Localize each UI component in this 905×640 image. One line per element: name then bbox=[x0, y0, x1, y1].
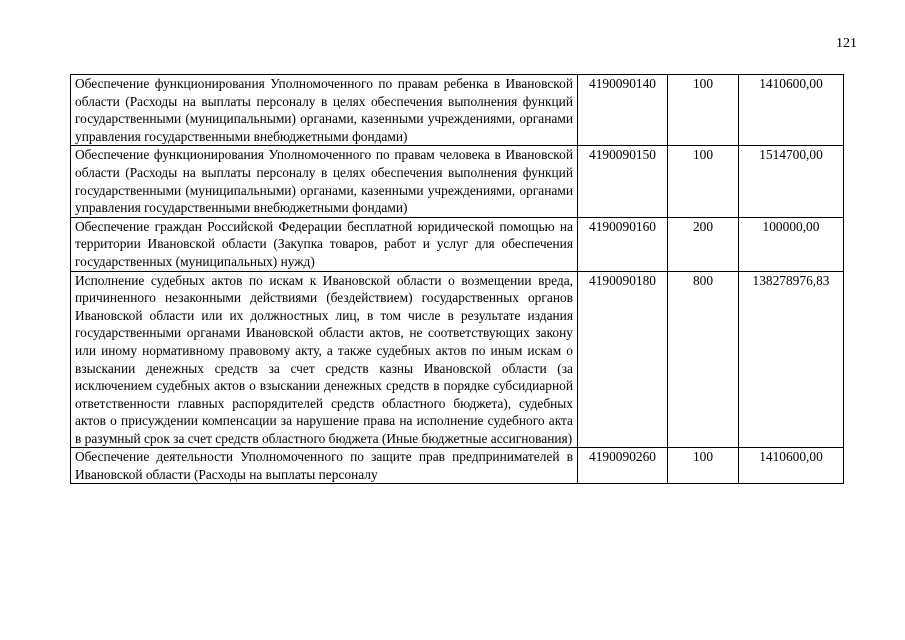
expense-type-code: 100 bbox=[668, 75, 739, 146]
table-row bbox=[71, 217, 844, 271]
target-article-code: 4190090160 bbox=[578, 217, 668, 271]
table-row bbox=[71, 271, 844, 448]
expense-type-code: 100 bbox=[668, 146, 739, 217]
table-row bbox=[71, 146, 844, 217]
amount: 100000,00 bbox=[739, 217, 844, 271]
expense-name: Обеспечение функционирования Уполномоченного по правам человека в Ивановской области (Расходы на выплаты персоналу в целях обеспечения выполнения функций государственными (муниципальными) органами, казенными учреждениями, органами управления государственными внебюджетными фондами) bbox=[71, 146, 578, 217]
table-row bbox=[71, 448, 844, 484]
expense-name: Исполнение судебных актов по искам к Ивановской области о возмещении вреда, причиненного незаконными действиями (бездействием) государственных органов Ивановской области или их должностных лиц, в том числе в результате издания государственными органами Ивановской области актов, не соответствующих закону или иному нормативному правовому акту, а также судебных актов по иным искам о взыскании денежных средств за счет средств казны Ивановской области (за исключением судебных актов о взыскании денежных средств в порядке субсидиарной ответственности главных распорядителей средств областного бюджета), судебных актов о присуждении компенсации за нарушение права на исполнение судебного акта в разумный срок за счет средств областного бюджета (Иные бюджетные ассигнования) bbox=[71, 271, 578, 448]
target-article-code: 4190090140 bbox=[578, 75, 668, 146]
budget-table bbox=[70, 74, 844, 484]
table-row bbox=[71, 75, 844, 146]
expense-name: Обеспечение функционирования Уполномоченного по правам ребенка в Ивановской области (Расходы на выплаты персоналу в целях обеспечения выполнения функций государственными (муниципальными) органами, казенными учреждениями, органами управления государственными внебюджетными фондами) bbox=[71, 75, 578, 146]
amount: 1410600,00 bbox=[739, 75, 844, 146]
expense-type-code: 200 bbox=[668, 217, 739, 271]
expense-type-code: 800 bbox=[668, 271, 739, 448]
target-article-code: 4190090180 bbox=[578, 271, 668, 448]
target-article-code: 4190090150 bbox=[578, 146, 668, 217]
amount: 138278976,83 bbox=[739, 271, 844, 448]
amount: 1514700,00 bbox=[739, 146, 844, 217]
expense-type-code: 100 bbox=[668, 448, 739, 484]
target-article-code: 4190090260 bbox=[578, 448, 668, 484]
expense-name: Обеспечение граждан Российской Федерации бесплатной юридической помощью на территории Ивановской области (Закупка товаров, работ и услуг для обеспечения государственных (муниципальных) нужд) bbox=[71, 217, 578, 271]
amount: 1410600,00 bbox=[739, 448, 844, 484]
page-number: 121 bbox=[836, 36, 857, 51]
expense-name: Обеспечение деятельности Уполномоченного по защите прав предпринимателей в Ивановской области (Расходы на выплаты персоналу bbox=[75, 449, 573, 483]
